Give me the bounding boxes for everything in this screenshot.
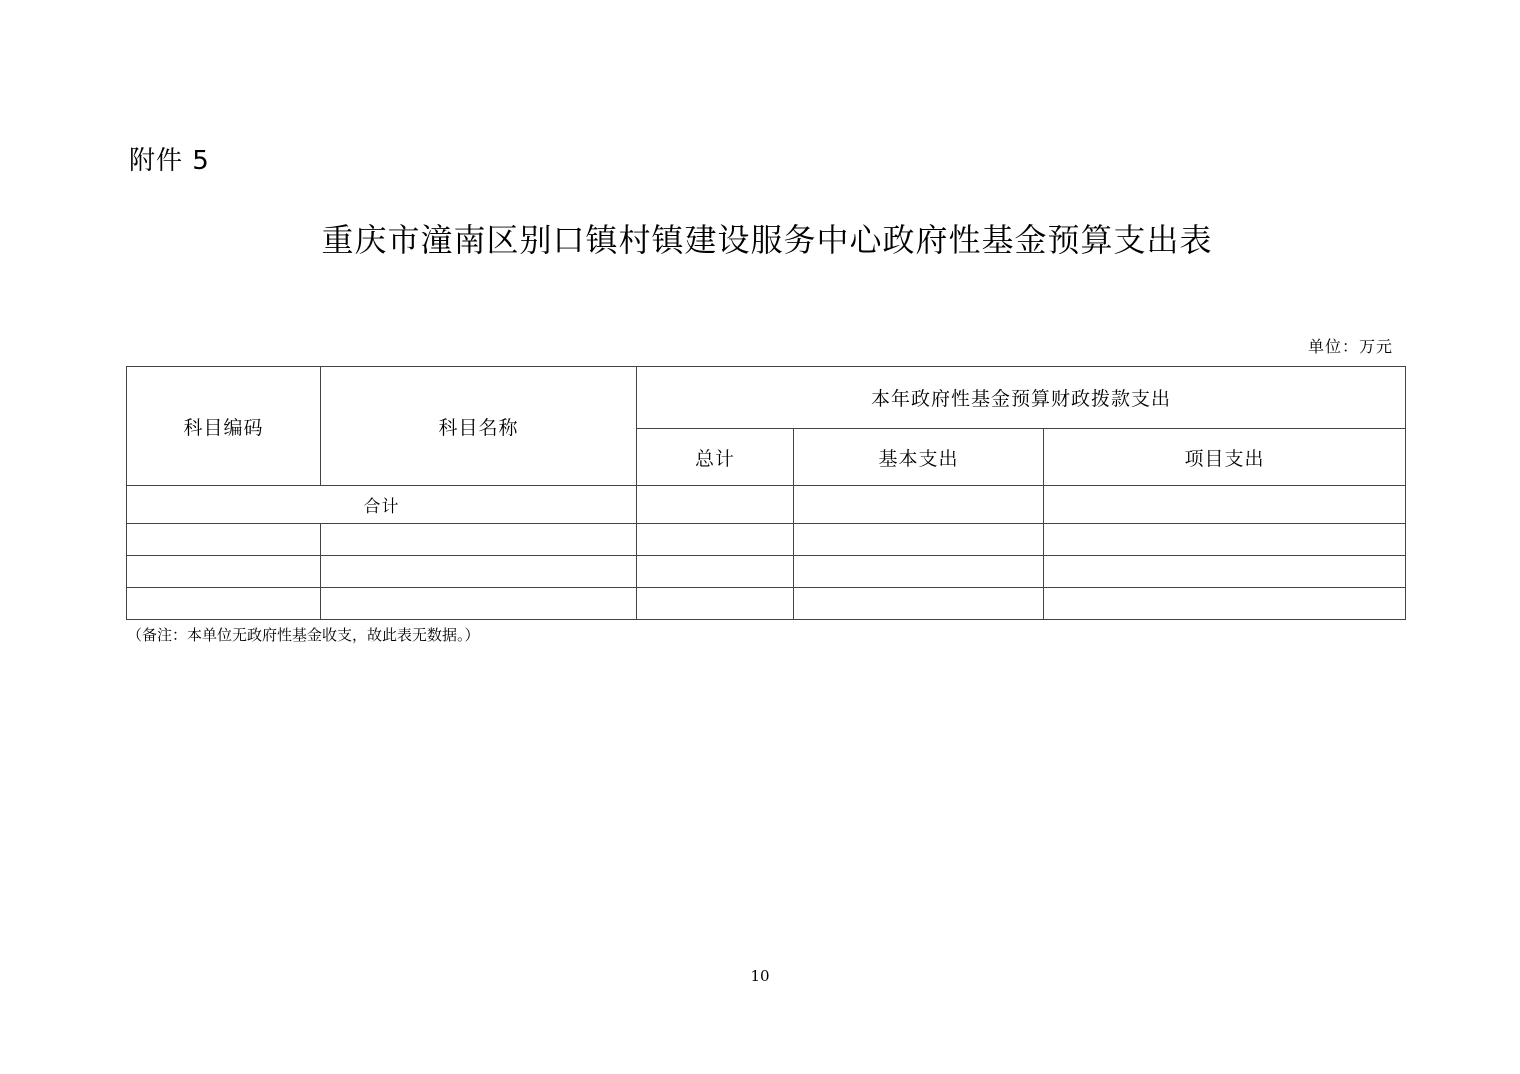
header-subject-code: 科目编码 [127,367,321,486]
cell-name [321,556,637,588]
header-row-1 [127,367,1406,429]
header-total: 总计 [637,429,794,486]
cell-total [637,588,794,620]
cell-project [1044,524,1406,556]
cell-name [321,524,637,556]
budget-table [126,366,1406,620]
total-row-project [1044,486,1406,524]
header-project-expenditure: 项目支出 [1044,429,1406,486]
attachment-label: 附件 5 [129,146,210,176]
cell-basic [794,556,1044,588]
cell-name [321,588,637,620]
cell-code [127,588,321,620]
total-row-label: 合计 [127,486,637,524]
cell-basic [794,524,1044,556]
unit-label: 单位：万元 [1307,337,1393,356]
table-row [127,588,1406,620]
header-group-expenditure: 本年政府性基金预算财政拨款支出 [637,367,1406,429]
header-subject-name: 科目名称 [321,367,637,486]
total-row [127,486,1406,524]
cell-project [1044,556,1406,588]
cell-basic [794,588,1044,620]
cell-code [127,556,321,588]
total-row-total [637,486,794,524]
page-number: 10 [750,967,770,985]
header-basic-expenditure: 基本支出 [794,429,1044,486]
total-row-basic [794,486,1044,524]
table-row [127,524,1406,556]
cell-total [637,556,794,588]
document-title: 重庆市潼南区别口镇村镇建设服务中心政府性基金预算支出表 [321,221,1213,259]
cell-project [1044,588,1406,620]
cell-total [637,524,794,556]
table-note: （备注：本单位无政府性基金收支，故此表无数据。） [127,626,480,644]
table-row [127,556,1406,588]
cell-code [127,524,321,556]
